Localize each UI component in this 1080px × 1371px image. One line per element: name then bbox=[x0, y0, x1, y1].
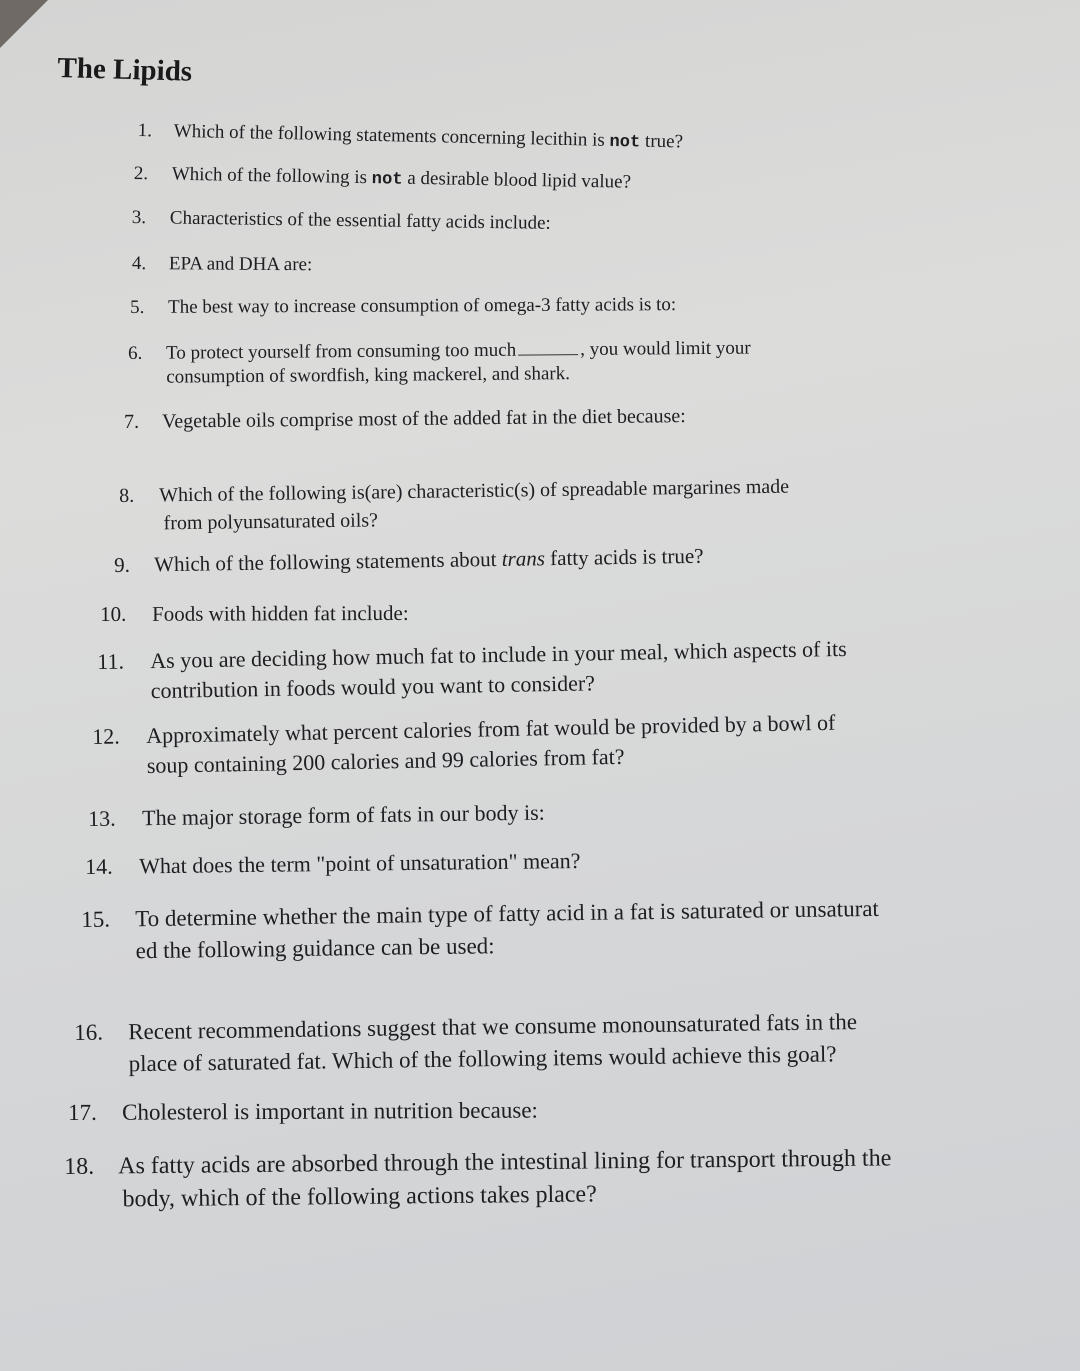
question-number: 4. bbox=[131, 253, 147, 275]
question-text: EPA and DHA are: bbox=[168, 253, 313, 276]
question-number: 3. bbox=[131, 207, 147, 229]
question-text: Which of the following statements concerning lecithin is not true? bbox=[173, 120, 684, 153]
question-text: Vegetable oils comprise most of the added fat in the diet because: bbox=[161, 405, 686, 433]
question-number: 7. bbox=[124, 410, 140, 433]
question-text: Characteristics of the essential fatty acids include: bbox=[169, 207, 551, 234]
question-number: 18. bbox=[64, 1153, 95, 1180]
page-fold-corner bbox=[0, 0, 48, 48]
question-text: The major storage form of fats in our body is: bbox=[141, 799, 545, 831]
question-text: What does the term "point of unsaturation" mean? bbox=[138, 847, 581, 879]
question-text: As fatty acids are absorbed through the intestinal lining for transport through the body, which of the following actions takes place? bbox=[118, 1145, 892, 1213]
question-number: 8. bbox=[119, 484, 135, 507]
question-number: 17. bbox=[68, 1099, 97, 1125]
question-text: Which of the following statements about trans fatty acids is true? bbox=[153, 543, 704, 577]
question-number: 5. bbox=[130, 296, 145, 318]
question-text: To determine whether the main type of fatty acid in a fat is saturated or unsaturat ed the following guidance can be used: bbox=[135, 895, 880, 964]
question-text: Which of the following is(are) characteristic(s) of spreadable margarines made from polyunsaturated oils? bbox=[159, 475, 790, 535]
question-text: Which of the following is not a desirable blood lipid value? bbox=[171, 163, 632, 193]
question-text: The best way to increase consumption of omega-3 fatty acids is to: bbox=[167, 294, 677, 318]
question-number: 15. bbox=[81, 906, 111, 932]
question-number: 16. bbox=[74, 1019, 104, 1045]
question-text: Foods with hidden fat include: bbox=[151, 600, 409, 626]
question-number: 13. bbox=[88, 805, 116, 831]
question-number: 14. bbox=[85, 853, 113, 879]
question-number: 1. bbox=[137, 120, 153, 142]
question-text: Recent recommendations suggest that we consume monounsaturated fats in the place of saturated fat. Which of the following items would achieve this goal? bbox=[128, 1009, 858, 1077]
question-text: Cholesterol is important in nutrition because: bbox=[121, 1097, 538, 1125]
question-number: 6. bbox=[128, 342, 143, 364]
answer-blank bbox=[518, 354, 578, 356]
question-number: 10. bbox=[100, 601, 127, 626]
question-number: 2. bbox=[133, 163, 149, 185]
question-number: 11. bbox=[97, 648, 125, 674]
question-text: As you are deciding how much fat to include in your meal, which aspects of its contribution in foods would you want to consider? bbox=[150, 635, 847, 704]
question-text: To protect yourself from consuming too much , you would limit your consumption of swordfish, king mackerel, and shark. bbox=[165, 337, 751, 388]
question-text: Approximately what percent calories from fat would be provided by a bowl of soup containing 200 calories and 99 calories from fat? bbox=[146, 709, 836, 778]
question-number: 9. bbox=[114, 552, 131, 577]
worksheet-title: The Lipids bbox=[57, 52, 193, 88]
question-number: 12. bbox=[92, 723, 121, 749]
